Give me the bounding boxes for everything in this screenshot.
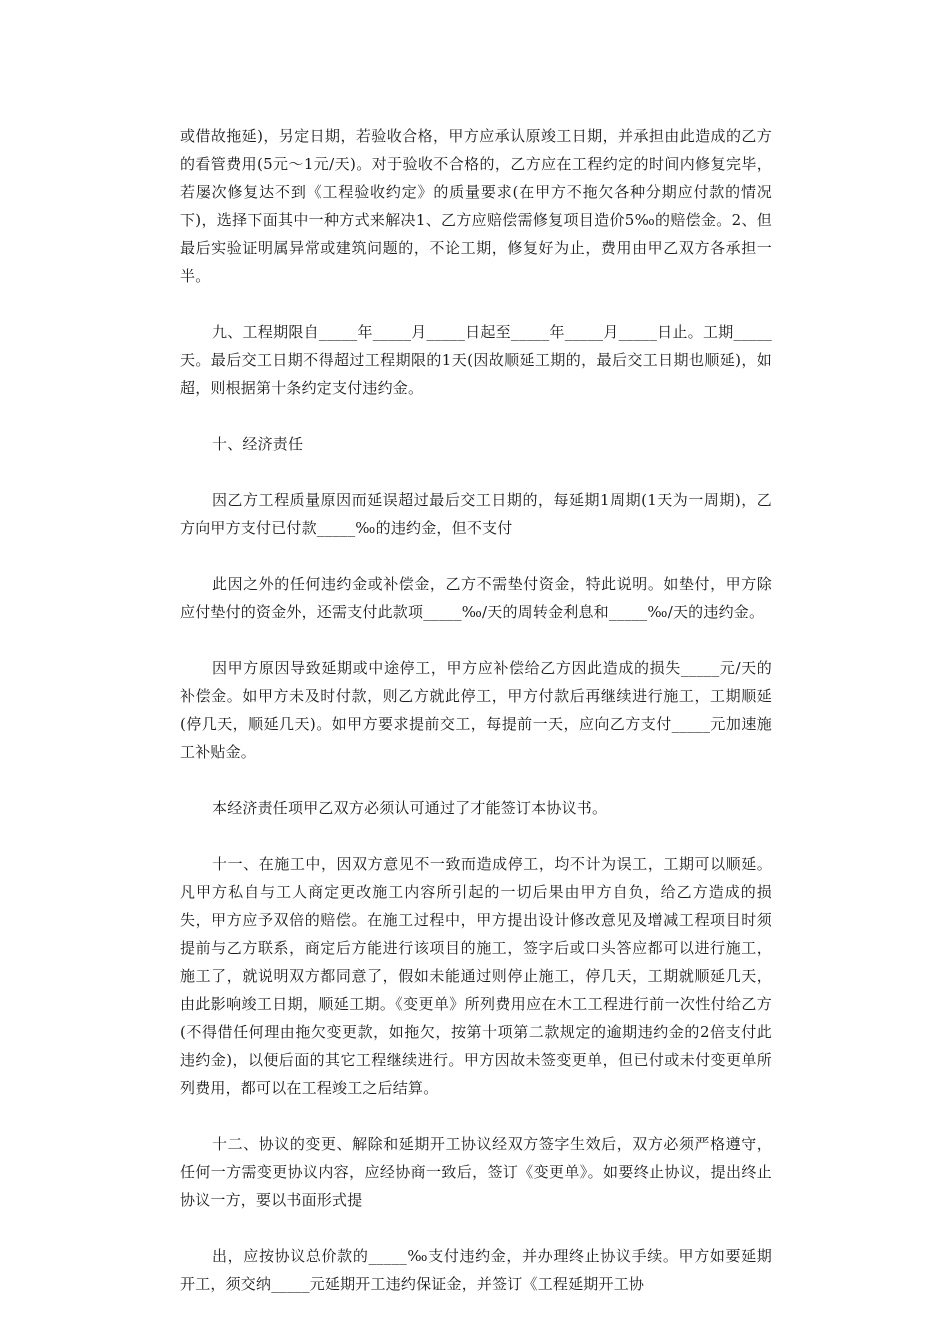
paragraph-termination-penalty: 出，应按协议总价款的_____‰支付违约金，并办理终止协议手续。甲方如要延期开工，须交纳_____元延期开工违约保证金，并签订《工程延期开工协 <box>180 1247 772 1293</box>
paragraph-clause-9-schedule: 九、工程期限自_____年_____月_____日起至_____年_____月_____日止。工期_____天。最后交工日期不得超过工程期限的1天(因故顺延工期的，最后交工日期也顺延)，如超，则根据第十条约定支付违约金。 <box>180 323 772 397</box>
document-body <box>180 122 772 1326</box>
paragraph-party-a-delay: 因甲方原因导致延期或中途停工，甲方应补偿给乙方因此造成的损失_____元/天的补偿金。如甲方未及时付款，则乙方就此停工，甲方付款后再继续进行施工，工期顺延(停几天，顺延几天)。如甲方要求提前交工，每提前一天，应向乙方支付_____元加速施工补贴金。 <box>180 659 772 761</box>
paragraph-clause-12-termination: 十二、协议的变更、解除和延期开工协议经双方签字生效后，双方必须严格遵守，任何一方需变更协议内容，应经协商一致后，签订《变更单》。如要终止协议，提出终止协议一方，要以书面形式提 <box>180 1135 772 1209</box>
paragraph-delay-penalty: 因乙方工程质量原因而延误超过最后交工日期的，每延期1周期(1天为一周期)，乙方向甲方支付已付款_____‰的违约金，但不支付 <box>180 491 772 537</box>
paragraph-acceptance-continued: 或借故拖延)，另定日期，若验收合格，甲方应承认原竣工日期，并承担由此造成的乙方的看管费用(5元～1元/天)。对于验收不合格的，乙方应在工程约定的时间内修复完毕，若屡次修复达不到《工程验收约定》的质量要求(在甲方不拖欠各种分期应付款的情况下)，选择下面其中一种方式来解决1、乙方应赔偿需修复项目造价5‰的赔偿金。2、但最后实验证明属异常或建筑问题的，不论工期，修复好为止，费用由甲乙双方各承担一半。 <box>180 127 772 285</box>
paragraph-advance-funds: 此因之外的任何违约金或补偿金，乙方不需垫付资金，特此说明。如垫付，甲方除应付垫付的资金外，还需支付此款项_____‰/天的周转金利息和_____‰/天的违约金。 <box>180 575 772 621</box>
paragraph-clause-11-changes: 十一、在施工中，因双方意见不一致而造成停工，均不计为误工，工期可以顺延。凡甲方私自与工人商定更改施工内容所引起的一切后果由甲方自负，给乙方造成的损失，甲方应予双倍的赔偿。在施工过程中，甲方提出设计修改意见及增减工程项目时须提前与乙方联系，商定后方能进行该项目的施工，签字后或口头答应都可以进行施工，施工了，就说明双方都同意了，假如未能通过则停止施工，停几天，工期就顺延几天，由此影响竣工日期，顺延工期。《变更单》所列费用应在木工工程进行前一次性付给乙方(不得借任何理由拖欠变更款，如拖欠，按第十项第二款规定的逾期违约金的2倍支付此违约金)，以便后面的其它工程继续进行。甲方因故未签变更单，但已付或未付变更单所列费用，都可以在工程竣工之后结算。 <box>180 855 772 1097</box>
paragraph-liability-approval: 本经济责任项甲乙双方必须认可通过了才能签订本协议书。 <box>212 799 608 817</box>
heading-clause-10-liability: 十、经济责任 <box>212 435 304 453</box>
